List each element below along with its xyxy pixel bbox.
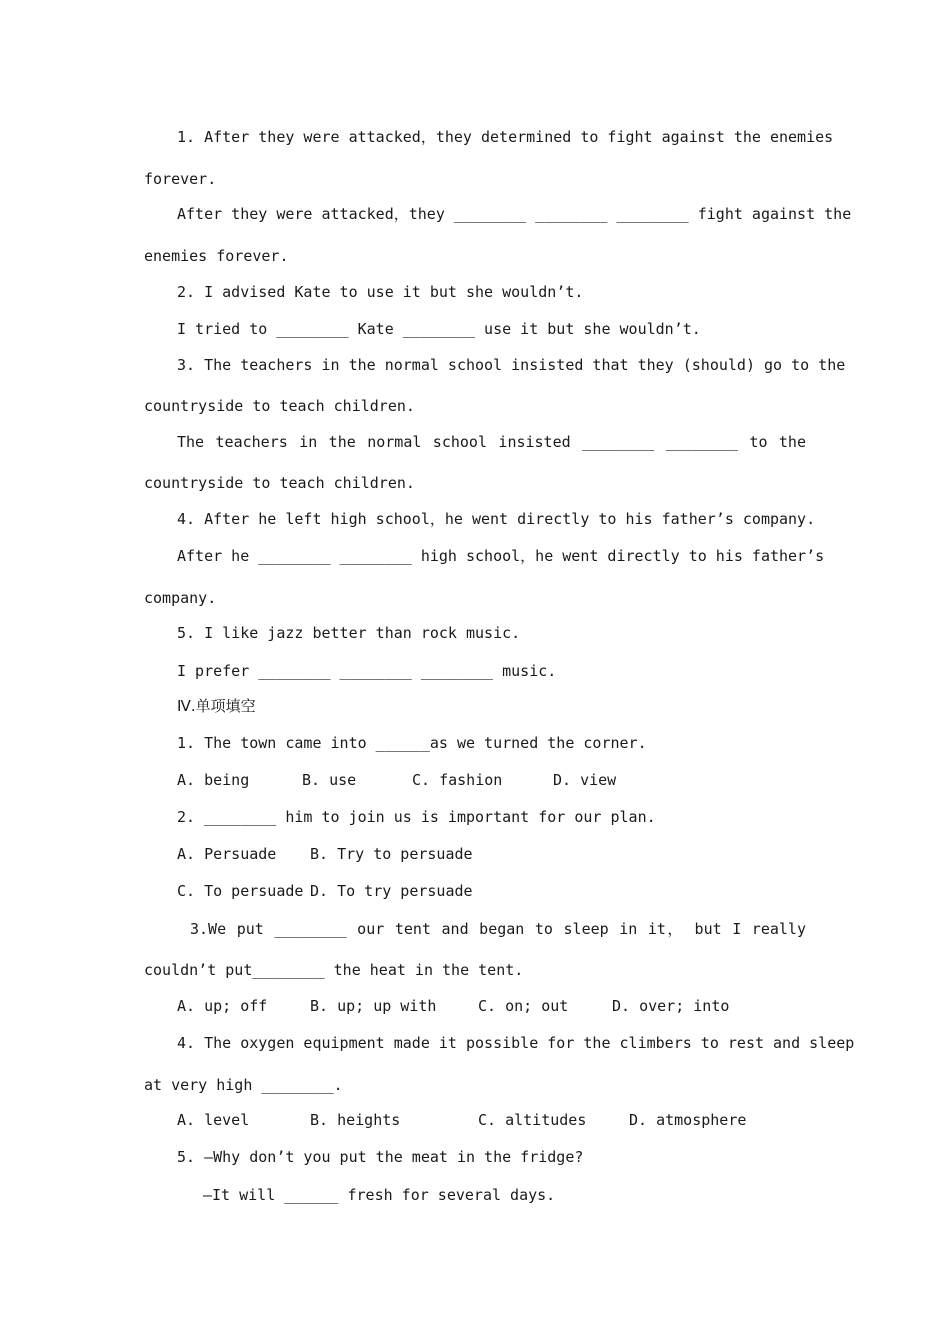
q1-rewrite-line1: After they were attacked，they ________ ________ ________ fight against the <box>177 205 852 223</box>
mc-q3-option-d: D. over; into <box>612 997 730 1015</box>
section-heading: Ⅳ.单项填空 <box>177 697 256 715</box>
mc-q4-stem-line1: 4. The oxygen equipment made it possible for the climbers to rest and sleep <box>177 1034 855 1052</box>
q4-rewrite-line1: After he ________ ________ high school，he went directly to his father’s <box>177 547 825 565</box>
mc-q2-option-b: B. Try to persuade <box>310 845 473 863</box>
mc-q1-option-a: A. being <box>177 771 250 789</box>
mc-q4-stem-line2: at very high ________. <box>144 1076 343 1094</box>
mc-q4-option-c: C. altitudes <box>478 1111 587 1129</box>
mc-q4-option-d: D. atmosphere <box>629 1111 747 1129</box>
mc-q3-stem-line1: 3.We put ________ our tent and began to sleep in it， but I really <box>190 920 806 938</box>
mc-q2-option-a: A. Persuade <box>177 845 277 863</box>
mc-q5-stem-line2: —It will ______ fresh for several days. <box>203 1186 556 1204</box>
mc-q4-option-b: B. heights <box>310 1111 401 1129</box>
mc-q1-option-b: B. use <box>302 771 357 789</box>
q5-original: 5. I like jazz better than rock music. <box>177 624 521 642</box>
q4-original: 4. After he left high school，he went directly to his father’s company. <box>177 510 816 528</box>
mc-q3-option-a: A. up; off <box>177 997 268 1015</box>
q3-rewrite-line1: The teachers in the normal school insisted ________ ________ to the <box>177 433 806 451</box>
mc-q2-option-d: D. To try persuade <box>310 882 473 900</box>
mc-q2-option-c: C. To persuade <box>177 882 304 900</box>
mc-q1-option-d: D. view <box>553 771 617 789</box>
mc-q1-option-c: C. fashion <box>412 771 503 789</box>
q1-original-line2: forever. <box>144 170 217 188</box>
mc-q3-option-c: C. on; out <box>478 997 569 1015</box>
q4-rewrite-line2: company. <box>144 589 217 607</box>
mc-q5-stem-line1: 5. —Why don’t you put the meat in the fridge? <box>177 1148 584 1166</box>
q3-original-line1: 3. The teachers in the normal school insisted that they (should) go to the <box>177 356 846 374</box>
mc-q3-option-b: B. up; up with <box>310 997 437 1015</box>
q3-rewrite-line2: countryside to teach children. <box>144 474 415 492</box>
q1-original-line1: 1. After they were attacked，they determined to fight against the enemies <box>177 128 834 146</box>
q2-rewrite: I tried to ________ Kate ________ use it but she wouldn’t. <box>177 320 701 338</box>
q1-rewrite-line2: enemies forever. <box>144 247 289 265</box>
q2-original: 2. I advised Kate to use it but she wouldn’t. <box>177 283 584 301</box>
mc-q2-stem: 2. ________ him to join us is important for our plan. <box>177 808 656 826</box>
mc-q3-stem-line2: couldn’t put________ the heat in the tent. <box>144 961 524 979</box>
mc-q1-stem: 1. The town came into ______as we turned the corner. <box>177 734 647 752</box>
q3-original-line2: countryside to teach children. <box>144 397 415 415</box>
mc-q4-option-a: A. level <box>177 1111 250 1129</box>
q5-rewrite: I prefer ________ ________ ________ music. <box>177 662 557 680</box>
